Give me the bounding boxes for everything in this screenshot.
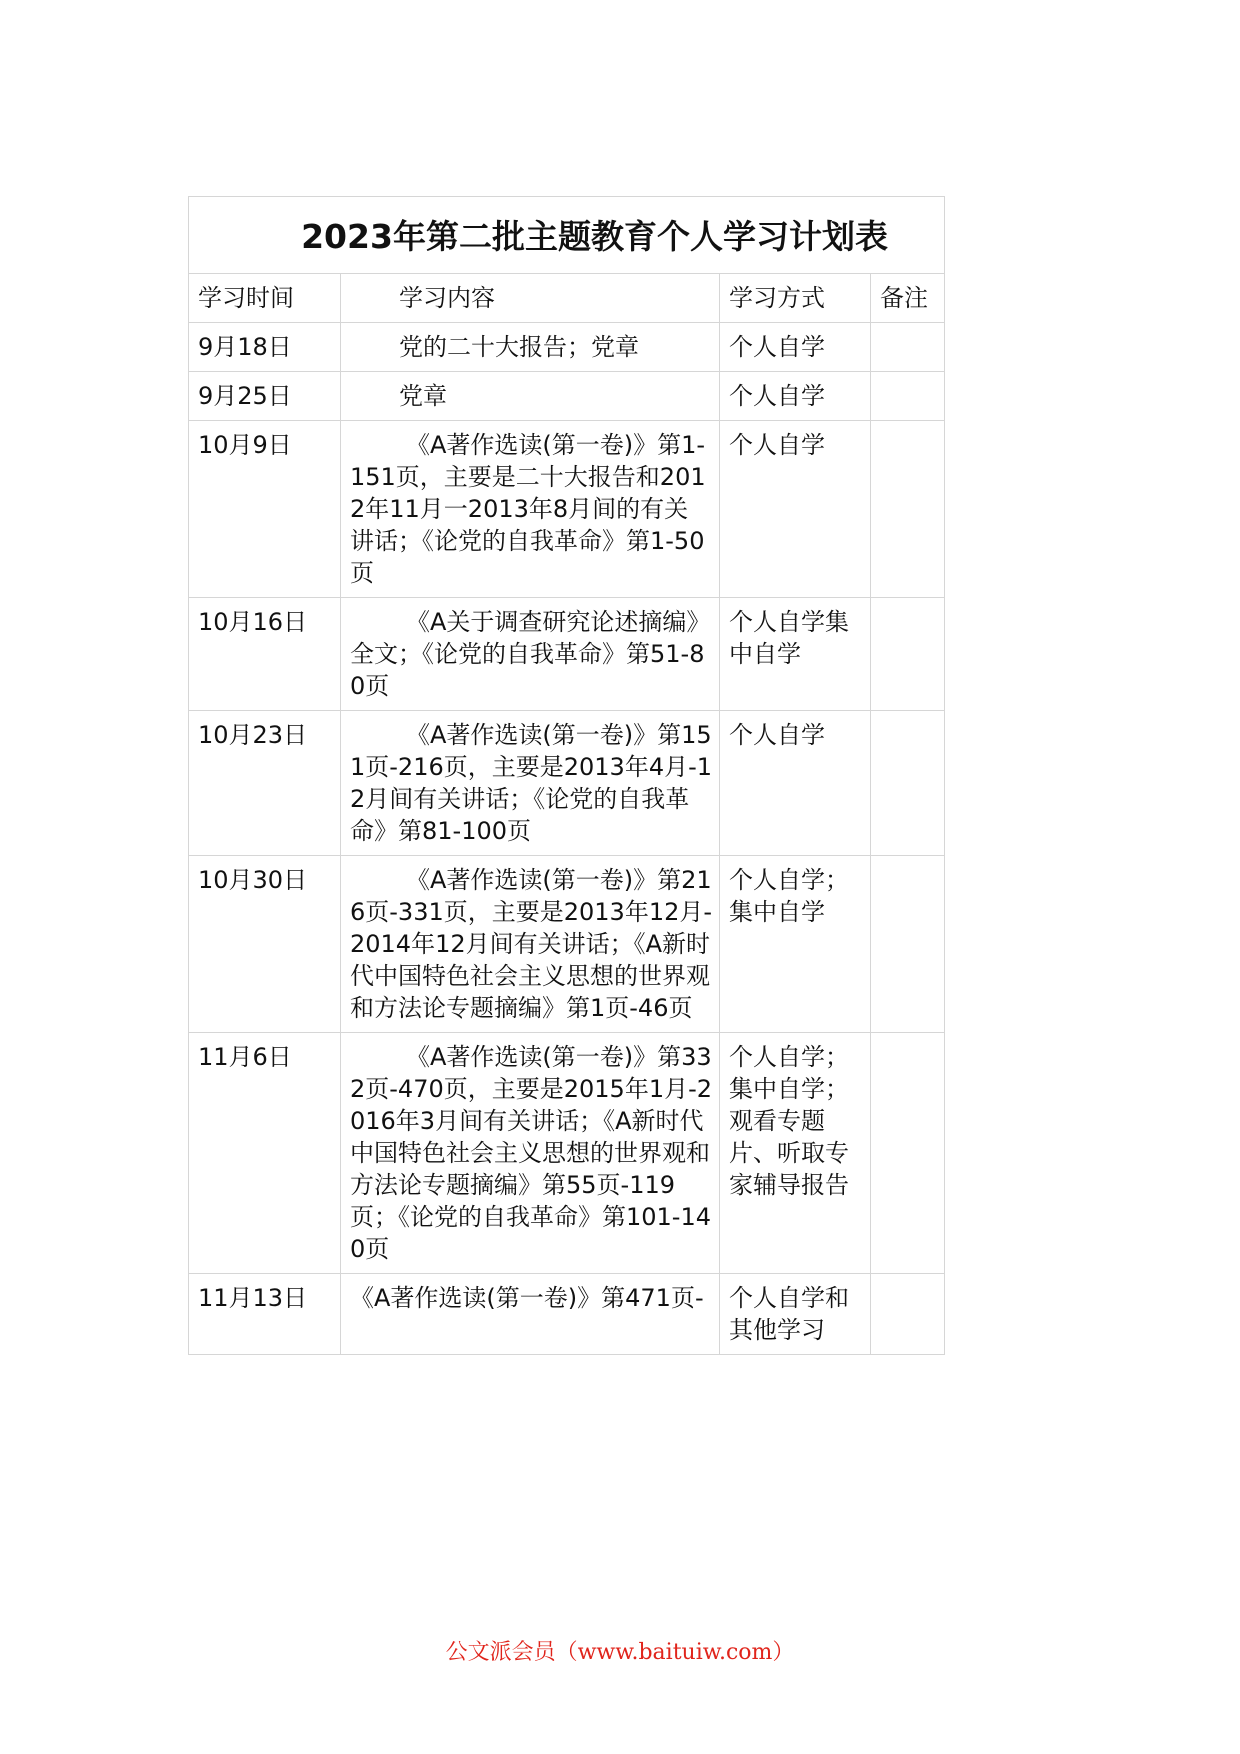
row-time: 10月23日 [189,711,341,856]
row-note [871,323,945,372]
row-time: 11月13日 [189,1274,341,1355]
header-note: 备注 [871,274,945,323]
row-content: 《A著作选读(第一卷)》第151页-216页，主要是2013年4月-12月间有关讲话；《论党的自我革命》第81-100页 [341,711,720,856]
table-row [189,1274,945,1355]
table-row [189,711,945,856]
table-row [189,1033,945,1274]
header-time: 学习时间 [189,274,341,323]
row-content: 《A著作选读(第一卷)》第471页- [341,1274,720,1355]
footer-watermark-text: 公文派会员（www.baituiw.com） [445,1640,795,1665]
study-plan-table [188,196,945,1355]
row-time: 10月9日 [189,421,341,598]
table-row [189,421,945,598]
table-title: 2023年第二批主题教育个人学习计划表 [301,217,888,256]
row-note [871,1274,945,1355]
row-time: 9月25日 [189,372,341,421]
row-content: 《A著作选读(第一卷)》第216页-331页，主要是2013年12月-2014年12月间有关讲话；《A新时代中国特色社会主义思想的世界观和方法论专题摘编》第1页-46页 [341,856,720,1033]
row-note [871,372,945,421]
header-method: 学习方式 [720,274,871,323]
row-time: 10月30日 [189,856,341,1033]
row-method: 个人自学；集中自学 [720,856,871,1033]
row-method: 个人自学；集中自学；观看专题片、听取专家辅导报告 [720,1033,871,1274]
row-note [871,711,945,856]
row-time: 9月18日 [189,323,341,372]
row-method: 个人自学 [720,372,871,421]
table-row [189,372,945,421]
title-row [189,197,945,274]
row-content: 党的二十大报告；党章 [341,323,720,372]
header-row [189,274,945,323]
row-content: 党章 [341,372,720,421]
table-row [189,856,945,1033]
row-content: 《A著作选读(第一卷)》第1-151页，主要是二十大报告和2012年11月一2013年8月间的有关讲话；《论党的自我革命》第1-50页 [341,421,720,598]
table-row [189,323,945,372]
row-note [871,1033,945,1274]
row-note [871,856,945,1033]
row-time: 11月6日 [189,1033,341,1274]
row-method: 个人自学 [720,323,871,372]
table-row [189,598,945,711]
row-content: 《A著作选读(第一卷)》第332页-470页，主要是2015年1月-2016年3月间有关讲话；《A新时代中国特色社会主义思想的世界观和方法论专题摘编》第55页-119页；《论党的自我革命》第101-140页 [341,1033,720,1274]
row-method: 个人自学集中自学 [720,598,871,711]
row-method: 个人自学 [720,711,871,856]
row-note [871,598,945,711]
table-title-cell [189,197,945,274]
row-content: 《A关于调查研究论述摘编》全文；《论党的自我革命》第51-80页 [341,598,720,711]
row-method: 个人自学和其他学习 [720,1274,871,1355]
row-time: 10月16日 [189,598,341,711]
row-note [871,421,945,598]
row-method: 个人自学 [720,421,871,598]
header-content: 学习内容 [341,274,720,323]
